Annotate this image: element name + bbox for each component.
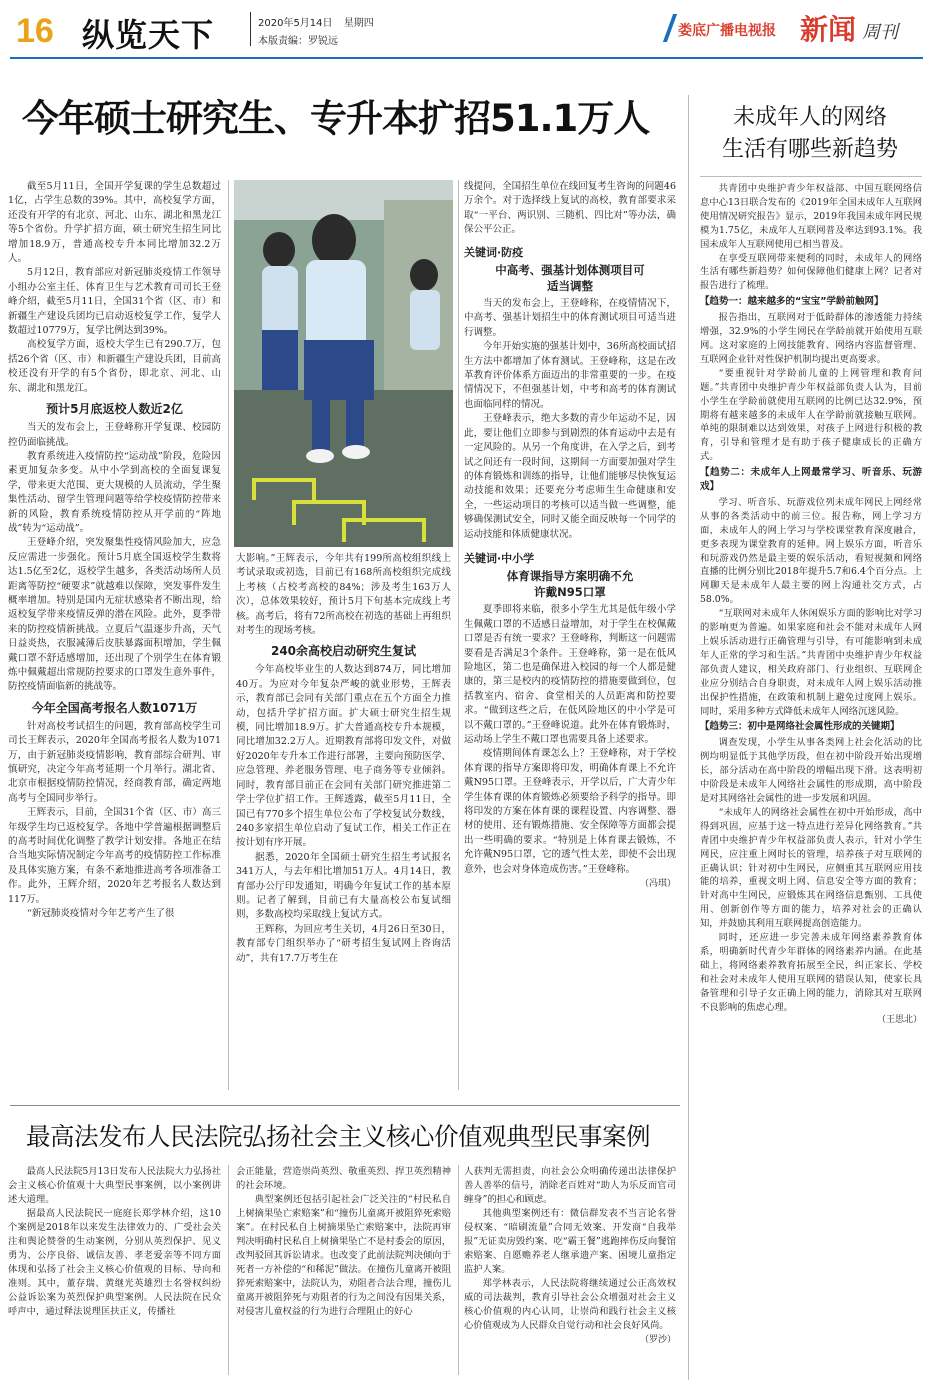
paragraph: 针对高校考试招生的问题，教育部高校学生司司长王辉表示，2020年全国高考报名人数为1071万，由于新冠肺炎疫情影响，教育部综合研判、审慎研究，决定今年高考延期一个月举行。湖北省、北京市根据疫情防控情况，经商教育部，确定两地高考与全国同步举行。 (8, 720, 221, 804)
paper-suffix: 周刊 (862, 22, 898, 43)
paragraph: 大影响。”王辉表示，今年共有199所高校组织线上考试录取或初选，目前已有168所高校组织完成线上考核（占校考高校的84%；涉及考生163万人次），总体效果较好，预计5月下旬基本完成线上考核。高考后，将有72所高校在初选的基础上再组织对考生的现场考核。 (236, 553, 451, 637)
subheading: 预计5月底返校人数近2亿 (46, 402, 183, 417)
paragraph: 当天的发布会上，王登峰称，在疫情情况下，中高考、强基计划招生中的体育测试项目可适当进行调整。 (464, 298, 676, 338)
paragraph: 王登峰介绍，突发聚集性疫情风险加大，应急反应需进一步强化。预计5月底全国返校学生数将达1.5亿至2亿，返校学生越多，各类活动场所人员距离等防控“硬要求”就越难以保障，突发事件发生概率增加。特别是国内无症状感染者不断出现，给返校复学带来疫情反弹的潜在风险。此外，夏季带来的防控疫情新挑战。立夏后气温逐步升高，天气日益炎热，衣服减薄后皮肤暴露面积增加，学生佩戴口罩不舒适感增加，还出现了个别学生在体育锻炼中佩戴超出常规防控要求的口罩发生意外事件，防控疫情面临新的挑战等。 (8, 537, 221, 693)
paragraph: 人获判无需担责，向社会公众明确传递出法律保护善人善举的信号，消除老百姓对“助人为乐反而官司缠身”的担心和顾虑。 (464, 1166, 676, 1205)
subheading: 240余高校启动研究生复试 (270, 644, 417, 659)
news-photo (234, 180, 453, 547)
paragraph: 在享受互联网带来便利的同时，未成年人的网络生活有哪些新趋势？如何保障他们健康上网？记者对报告进行了梳理。 (700, 252, 922, 292)
paragraph: 其他典型案例还有：微信群发表不当言论名誉侵权案、“暗刷流量”合同无效案、开发商“自我举报”无证卖房毁约案、吃“霸王餐”逃跑摔伤反向餐馆索赔案、自愿赡养老人继承遗产案、困境儿童指定监护人案。 (464, 1208, 676, 1275)
paragraph: 报告指出，互联网对于低龄群体的渗透能力持续增强，32.9%的小学生网民在学龄前就开始使用互联网。这对家庭的上网技能教育、网络内容监督管理、互联网企业针对性保护机制均提出更高要求。 (700, 312, 922, 365)
keyword-title: 体育课指导方案明确不允许戴N95口罩 (506, 569, 634, 600)
paragraph: 学习、听音乐、玩游戏位列未成年网民上网经常从事的各类活动中的前三位。报告称，网上学习方面，未成年人的网上学习与学校课堂教育深度融合，更多表现为课堂教育的延伸。网上娱乐方面，听音乐和玩游戏仍然是最主要的娱乐活动，看短视频和网络直播的比例分别比2018年提升5.7和6.4个百分点。上网聊天是未成年人最主要的网上沟通社交方式，占58.0%。 (700, 496, 922, 606)
section-title: 纵览天下 (82, 16, 215, 54)
paragraph: 王辉表示，目前，全国31个省（区、市）高三年级学生均已返校复学。各地中学普遍根据调整后的高考时间优化调整了教学计划安排。各地正在结合当地实际情况制定今年高考的疫情防控工作标准及具体实施方案，有条不紊地推进高考各项准备工作。此外，王辉介绍，2020年艺考报名人数达到117万。 (8, 807, 221, 905)
paper-name: 新闻 (800, 13, 857, 46)
byline: （冯琪） (639, 879, 676, 890)
paragraph: “互联网对未成年人休闲娱乐方面的影响比对学习的影响更为普遍。如果家庭和社会不能对未成年人网上娱乐活动进行正确管理与引导，有可能影响到未成年人正常的学习和生活。”共青团中央维护青少年权益部负责人建议，相关政府部门、行业组织、互联网企业应分别结合自身职责，对未成年人网上娱乐活动推出保护性措施，在政策和机制上避免过度网上娱乐。同时，采用多种方式降低未成年人网络沉迷风险。 (700, 608, 922, 717)
sidebar-rule (688, 95, 689, 1380)
column-rule (458, 180, 459, 1090)
org-name: 娄底广播电视报 (678, 23, 776, 39)
paragraph: 线提问，全国招生单位在线回复考生咨询的问题46万余个。对于选择线上复试的高校，教育部要求采取“一平台、两识别、三随机、四比对”等办法，确保公平公正。 (464, 181, 676, 236)
page-header (0, 0, 933, 60)
paragraph: 郑学林表示，人民法院将继续通过公正高效权威的司法裁判，教育引导社会公众增强对社会主义核心价值观的内心认同，让崇尚和践行社会主义核心价值观成为人民群众自觉行动和社会良好风尚。 (464, 1278, 676, 1331)
article2-col1 (8, 1165, 221, 1319)
paragraph: 共青团中央维护青少年权益部、中国互联网络信息中心13日联合发布的《2019年全国未成年人互联网使用情况研究报告》显示，2019年我国未成年网民规模为1.75亿，未成年人互联网普及率达到93.1%。我国未成年人互联网使用已相当普及。 (700, 183, 922, 250)
sidebar-title-line2: 生活有哪些新趋势 (721, 137, 898, 162)
paragraph: 当天的发布会上，王登峰称开学复课、校园防控仍面临挑战。 (8, 422, 221, 448)
paragraph: 王登峰表示，绝大多数的青少年运动不足，因此，要让他们立即参与到剧烈的体育运动中去是有一定风险的。从另一个角度讲，在入学之后，到考试之间还有一段时间，这期间一方面要加强对学生的体育锻炼和训练的指导，让他们能够尽快恢复运动技能和效果；还要充分考虑师生生命健康和安全，一些运动项目的考核可以适当做一些调整，能够确保测试安全，同时又能全面反映每一个同学的运动技能和体质健康状况。 (464, 413, 676, 540)
headline-main: 今年硕士研究生、专升本扩招51.1万人 (22, 97, 650, 140)
subheading: 今年全国高考报名人数1071万 (31, 700, 198, 715)
column-rule (228, 1165, 229, 1375)
byline: （王思北） (876, 1015, 922, 1026)
byline: （罗沙） (639, 1335, 676, 1345)
paragraph: 夏季即将来临，很多小学生尤其是低年级小学生佩戴口罩的不适感日益增加，对于学生在校佩戴口罩是否有统一要求？王登峰称，判断这一问题需要看是否满足3个条件。王登峰称，第一是在低风险地区，第二也是确保进入校园的每一个人都是健康的，第三是校内的疫情防控的措施要做到位，包括教室内、宿舍、食堂相关的人员距离和防控要求。“做到这些之后，在低风险地区的中小学是可以不戴口罩的。”王登峰说道。此外在体育锻炼时，运动场上学生不戴口罩也需要具备上述要求。 (464, 604, 676, 745)
article2-col2 (236, 1165, 451, 1319)
headline-second: 最高法发布人民法院弘扬社会主义核心价值观典型民事案例 (26, 1122, 650, 1151)
paragraph: “未成年人的网络社会属性在初中开始形成，高中得到巩固，应基于这一特点进行差异化网络教育。”共青团中央维护青少年权益部负责人表示，针对小学生网民，应注重上网时长的管理，培养孩子对互联网的正确认识；针对初中生网民，应侧重其互联网应用技能的培养，重视文明上网、信息安全等方面的教育；针对高中生网民，应锻炼其在网络信息甄别、工具使用、创新创作等方面的能力，培养对社会的正确认知，并鼓励其利用互联网提高创造能力。 (700, 806, 922, 930)
paragraph: 同时，还应进一步完善未成年网络素养教育体系，明确新时代青少年群体的网络素养内涵。在此基础上，将网络素养教育拓展至全民，纠正家长、学校和社会对未成年人使用互联网的错误认知，使家长具备管理和引导子女正确上网的能力，消除其对互联网不良影响的焦虑心理。 (700, 932, 922, 1013)
trend-heading: 【趋势二：未成年人上网最常学习、听音乐、玩游戏】 (700, 467, 922, 493)
sidebar-title-rule (700, 176, 922, 177)
page-editor: 本版责编：罗锐远 (258, 36, 338, 47)
keyword-label: 关键词·中小学 (464, 551, 535, 565)
page-number: 16 (16, 12, 54, 50)
students-exercise-photo (234, 180, 453, 547)
paragraph: 截至5月11日，全国开学复课的学生总数超过1亿，占学生总数的39%。其中，高校复学方面，还没有开学的有北京、河北、山东、湖北和黑龙江等5个省份。升学扩招方面，硕士研究生招生同比增加18.9万，普通高校专升本同比增加32.2万人。 (8, 181, 221, 265)
keyword-title: 中高考、强基计划体测项目可适当调整 (495, 263, 645, 294)
trend-heading: 【趋势三：初中是网络社会属性形成的关键期】 (700, 721, 900, 733)
paragraph: 今年高校毕业生的人数达到874万，同比增加40万。为应对今年复杂严峻的就业形势，王辉表示，教育部已会同有关部门重点在五个方面全力推动，包括升学扩招方面。扩大硕士研究生招生规模，同比增加18.9万。扩大普通高校专升本规模，同比增加32.2万人。近期教育部将印发文件，对做好2020年专升本工作进行部署，主要向预防医学、应急管理、养老服务管理、电子商务等专业倾斜。同时，教育部目前正在会同有关部门研究推进第二学士学位扩招工作。王辉透露，截至5月11日，全国已有770多个招生单位公布了学校复试分数线，240多家招生单位启动了复试工作，相关工作正在按计划有序开展。 (236, 664, 451, 849)
column-rule (458, 1165, 459, 1375)
paragraph: 调查发现，小学生从事各类网上社会化活动的比例均明显低于其他学历段，但在初中阶段开始出现增长，部分活动在高中阶段的增幅出现下滑。这表明初中阶段是未成年人网络社会属性的形成期，高中阶段是对其网络社会属性的进一步发展和巩固。 (700, 737, 922, 804)
sidebar-title (694, 102, 926, 166)
issue-date: 2020年5月14日 (258, 18, 333, 29)
paragraph: 据悉，2020年全国硕士研究生招生考试报名341万人，与去年相比增加51万人。4月14日，教育部办公厅印发通知，明确今年复试工作的基本原则。记者了解到，目前已有大量高校公布复试细则，多数高校均采取线上复试方式。 (236, 851, 451, 921)
paragraph: “新冠肺炎疫情对今年艺考产生了很 (27, 908, 175, 920)
paragraph: 今年开始实施的强基计划中，36所高校面试招生方法中都增加了体育测试。王登峰称，这是在改革教育评价体系方面迈出的非常重要的一步。在疫情情况下，不但强基计划，中考和高考的体育测试也面临同样的情况。 (464, 341, 676, 410)
article2-col3 (464, 1165, 676, 1347)
paragraph: “要重视针对学龄前儿童的上网管理和教育问题。”共青团中央维护青少年权益部负责人认为，目前小学生在学龄前就使用互联网的比例已达32.9%，预期将有越来越多的未成年人在学龄前就接触互联网。单纯的限制难以达到效果，对孩子上网进行积极的教育，引导和管理才是有助于孩子健康成长的正确方式。 (700, 367, 922, 463)
section-rule (10, 1105, 680, 1106)
keyword-label: 关键词·防疫 (464, 245, 524, 259)
paragraph: 5月12日，教育部应对新冠肺炎疫情工作领导小组办公室主任、体育卫生与艺术教育司司长王登峰介绍，截至5月11日，全国31个省（区、市）和新疆生产建设兵团均已启动返校复学工作，复学人数超过10779万，复学比例达到39%。 (8, 267, 221, 337)
column-rule (228, 180, 229, 1090)
paragraph: 教育系统进入疫情防控“运动战”阶段，危险因素更加复杂多变。从中小学到高校的全面复课复学，带来更大范围、更大规模的人员流动，学生聚集性活动、留学生管理问题等给学校疫情防控带来新的风险，教育系统疫情防控从开学前的“阵地战”转为“运动战”。 (8, 450, 221, 534)
article1-col1 (8, 180, 221, 922)
sidebar-title-line1: 未成年人的网络 (732, 105, 887, 130)
paragraph: 据最高人民法院民一庭庭长郑学林介绍，这10个案例是2018年以来发生法律效力的、广受社会关注和舆论赞誉的生动案例，分别从英烈保护、见义勇为、公序良俗、诚信友善、孝老爱亲等不同方面体现和弘扬了社会主义核心价值观的目标、导向和准则。其中，董存瑞、黄继光英雄烈士名誉权纠纷公益诉讼案为英烈保护典型案例。人民法院在民众呼声中，通过释法说理匡扶正义，传播社 (8, 1208, 221, 1317)
paragraph: 会正能量，营造崇尚英烈、敬重英烈、捍卫英烈精神的社会环境。 (236, 1166, 451, 1191)
sidebar-body (700, 182, 922, 1028)
paragraph: 最高人民法院5月13日发布人民法院大力弘扬社会主义核心价值观十大典型民事案例，以小案例讲述大道理。 (8, 1166, 221, 1205)
paragraph: 王辉称，为回应考生关切，4月26日至30日，教育部专门组织举办了“研考招生复试网上咨询活动”，共有17.7万考生在 (236, 923, 451, 964)
paragraph: 典型案例还包括引起社会广泛关注的“村民私自上树摘果坠亡索赔案”和“撞伤儿童离开被阻猝死索赔案”。在村民私自上树摘果坠亡索赔案中，法院再审判决明确村民私自上树摘果坠亡不是村委会的原因，改判驳回其诉讼请求。也改变了此前法院判决倾向于死者一方补偿的“和稀泥”做法。在撞伤儿童离开被阻猝死索赔案中，法院认为，劝阻者合法合理，撞伤儿童离开被阻猝死与劝阻者的行为之间没有因果关系，对侵害儿童权益的行为进行合理阻止的好心 (236, 1194, 451, 1317)
header-rule (10, 57, 923, 59)
paragraph: 高校复学方面，返校大学生已有290.7万，包括26个省（区、市）和新疆生产建设兵团，目前高校还没有开学的有5个省份，即北京、河北、山东、湖北和黑龙江。 (8, 339, 221, 394)
masthead-slash-icon (663, 14, 677, 42)
article1-col3 (464, 180, 676, 891)
issue-weekday: 星期四 (343, 18, 374, 29)
paragraph: 疫情期间体育课怎么上？王登峰称，对于学校体育课的指导方案即将印发，明确体育课上不允许戴N95口罩。王登峰表示，开学以后，广大青少年学生体育课的体育锻炼必须要给予科学的指导。即将印发的方案在体育课的课程设置、内容调整、器材的使用、还有锻炼措施、安全保障等方面都会提出一些明确的要求。“特别是上体育课去锻炼，不允许戴N95口罩，它的透气性太差，即使不会出现意外，也会对身体造成伤害。”王登峰称。 (464, 748, 676, 875)
trend-heading: 【趋势一：越来越多的“宝宝”学龄前触网】 (700, 296, 884, 308)
article1-col2 (236, 552, 451, 966)
header-divider (250, 12, 251, 46)
